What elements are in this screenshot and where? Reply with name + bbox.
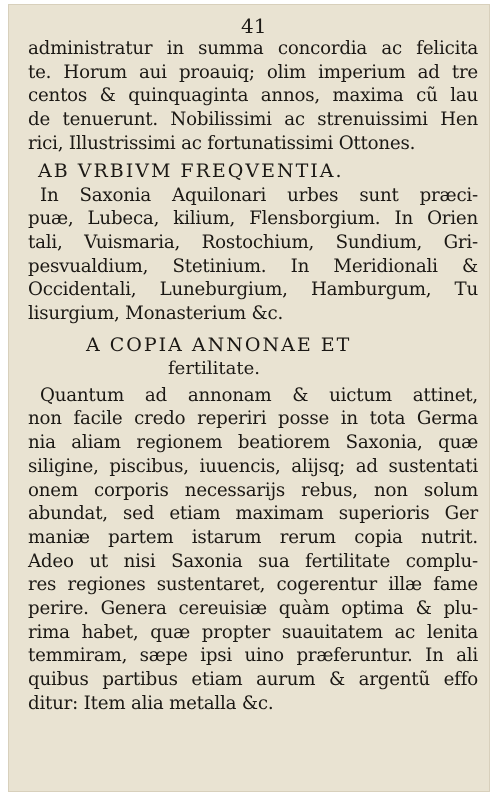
page-text: [28, 37, 478, 716]
text-line: te. Horum aui proauiq; olim imperium ad tre: [28, 61, 478, 83]
page-number: 41: [241, 14, 267, 38]
section-heading-urbes: AB VRBIVM FREQVENTIA.: [38, 159, 344, 182]
text-line: administratur in summa concordia ac felicita: [28, 38, 478, 59]
text-line: quibus partibus etiam aurum & argentũ effo: [28, 669, 478, 691]
text-line: siligine, piscibus, iuuencis, alijsq; ad sustentati: [28, 455, 478, 477]
text-line: Occidentali, Luneburgium, Hamburgum, Tu: [28, 279, 478, 301]
section-heading-annona: A COPIA ANNONAE ET: [86, 333, 352, 356]
text-line: nia aliam regionem beatiorem Saxonia, quæ: [28, 432, 478, 454]
text-line: pesvualdium, Stetinium. In Meridionali &: [28, 255, 478, 277]
text-line: non facile credo reperiri posse in tota Germa: [28, 408, 478, 430]
text-line: abundat, sed etiam maximam superioris Ger: [28, 503, 478, 525]
text-line: puæ, Lubeca, kilium, Flensborgium. In Orien: [28, 208, 478, 230]
text-line: lisurgium, Monasterium &c.: [28, 303, 284, 325]
text-line: onem corporis necessarijs rebus, non solum: [28, 479, 478, 501]
text-line: centos & quinquaginta annos, maxima cũ lau: [28, 85, 478, 107]
paragraph-annona: [28, 384, 478, 716]
text-line: ditur: Item alia metalla &c.: [28, 692, 274, 714]
text-line: de tenuerunt. Nobilissimi ac strenuissimi Hen: [28, 109, 478, 131]
text-line: tali, Vuismaria, Rostochium, Sundium, Gri-: [28, 231, 478, 253]
text-line: rima habet, quæ propter suauitatem ac lenita: [28, 621, 478, 643]
section-subheading-fertilitate: fertilitate.: [168, 357, 260, 379]
paragraph-continuation: [28, 37, 478, 156]
text-line: temmiram, sæpe ipsi uino præferuntur. In ali: [28, 645, 478, 667]
book-page: [8, 4, 490, 792]
text-line: maniæ partem istarum rerum copia nutrit.: [28, 526, 478, 548]
text-line: Quantum ad annonam & uictum attinet,: [40, 384, 478, 406]
text-line: perire. Genera cereuisiæ quàm optima & plu-: [28, 598, 478, 620]
text-line: In Saxonia Aquilonari urbes sunt præci-: [40, 184, 478, 206]
text-line: res regiones sustentaret, cogerentur illæ fame: [28, 574, 478, 596]
text-line: Adeo ut nisi Saxonia sua fertilitate complu-: [28, 550, 478, 572]
paragraph-urbes: [28, 184, 478, 326]
text-line: rici, Illustrissimi ac fortunatissimi Ottones.: [28, 132, 416, 154]
